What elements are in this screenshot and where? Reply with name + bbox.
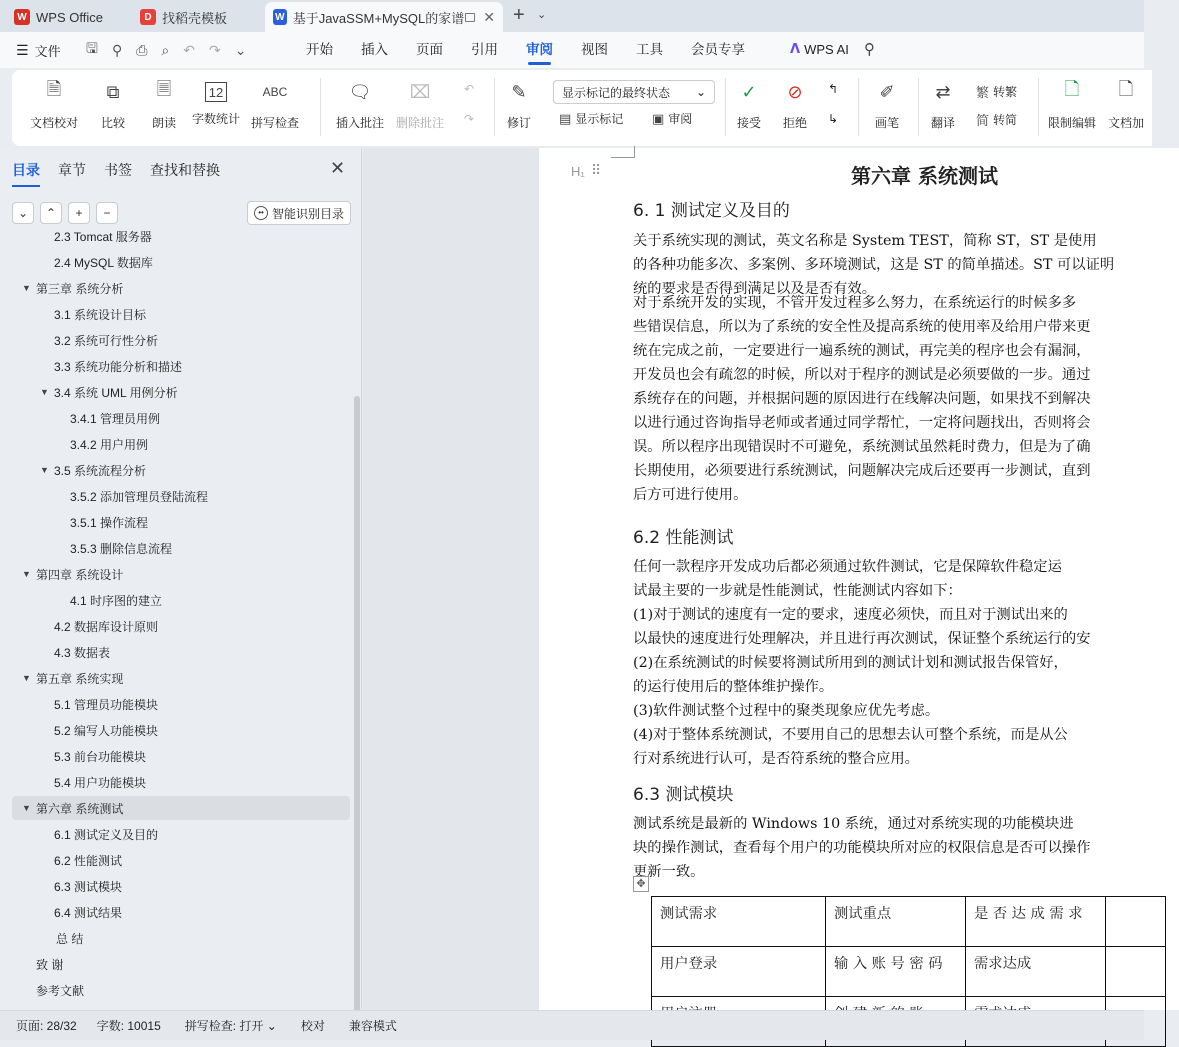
- read-aloud-label: 朗读: [151, 116, 176, 130]
- toc-item[interactable]: [12, 328, 350, 352]
- paragraph-line: 以进行通过咨询指导老师或者通过同学帮忙，一定将问题找出，否则将会: [633, 415, 1091, 431]
- docer-logo-icon: D: [140, 9, 156, 25]
- ribbon-divider: [494, 78, 495, 136]
- paragraph-line: 统在完成之前，一定要进行一遍系统的测试，再完美的程序也会有漏洞，: [633, 343, 1091, 359]
- pen-button[interactable]: [874, 78, 900, 131]
- caret-down-icon[interactable]: ▼: [22, 569, 31, 579]
- next-comment-icon[interactable]: ↷: [464, 112, 475, 126]
- menu-bar: [0, 32, 1144, 68]
- spell-check-button[interactable]: [251, 78, 299, 131]
- table-cell[interactable]: 是 否 达 成 需 求: [966, 897, 1106, 947]
- to-traditional-button[interactable]: [976, 82, 1017, 101]
- toc-item-label: 3.5.1 操作流程: [70, 515, 149, 530]
- toc-item[interactable]: [12, 380, 350, 404]
- caret-down-icon[interactable]: ▼: [22, 673, 31, 683]
- toc-item[interactable]: [12, 484, 350, 508]
- nav-tab-chapters[interactable]: 章节: [58, 162, 86, 178]
- nav-tabs: [12, 160, 220, 180]
- tab-tools[interactable]: 工具: [636, 42, 663, 57]
- pen-label: 画笔: [874, 116, 899, 130]
- compare-icon: ⧉: [106, 81, 120, 102]
- pen-icon: ✐: [879, 81, 895, 102]
- table-row: [652, 897, 1166, 947]
- file-menu-label: 文件: [34, 43, 61, 59]
- toc-item-label: 3.2 系统可行性分析: [54, 333, 159, 348]
- robot-icon: ••: [254, 206, 268, 220]
- restrict-edit-button[interactable]: [1048, 78, 1096, 131]
- lock-document-icon: 🗋: [1064, 79, 1080, 99]
- toc-item[interactable]: [12, 926, 350, 950]
- translate-button[interactable]: [930, 78, 956, 131]
- paragraph-line: 关于系统实现的测试，英文名称是 System TEST，简称 ST，ST 是使用: [633, 233, 1097, 249]
- heading-6-2: 6.2 性能测试: [633, 528, 734, 548]
- wps-ai-icon: ᐱ: [790, 41, 801, 56]
- toc-item-label: 5.4 用户功能模块: [54, 775, 147, 790]
- print-icon[interactable]: ⎙: [136, 41, 148, 58]
- toc-item[interactable]: [12, 588, 350, 612]
- prev-change-icon[interactable]: ↰: [828, 82, 839, 96]
- table-row: [652, 947, 1166, 997]
- close-icon[interactable]: ✕: [330, 158, 346, 178]
- tab-document[interactable]: [265, 2, 503, 32]
- reject-label: 拒绝: [782, 116, 807, 130]
- status-bar: [0, 1010, 1144, 1040]
- hamburger-icon: ☰: [16, 41, 29, 58]
- toc-item[interactable]: [12, 354, 350, 378]
- toc-item[interactable]: [12, 718, 350, 742]
- show-marks-icon: ▤: [559, 110, 572, 126]
- toc-item-label: 3.4 系统 UML 用例分析: [54, 385, 178, 400]
- toc-item[interactable]: [12, 796, 350, 820]
- toc-item[interactable]: [12, 874, 350, 898]
- word-count[interactable]: 字数: 10015: [96, 1019, 161, 1033]
- paragraph-line: 后方可进行使用。: [633, 487, 748, 503]
- add-icon[interactable]: +: [68, 202, 90, 224]
- wps-ai-button[interactable]: [790, 41, 849, 57]
- toc-item-label: 3.5 系统流程分析: [54, 463, 147, 478]
- paragraph-line: 开发员也会有疏忽的时候，所以对于程序的测试是必须要做的一步。通过: [633, 367, 1091, 383]
- toc-item[interactable]: [12, 250, 350, 274]
- paragraph-line: 试最主要的一步就是性能测试，性能测试内容如下：: [633, 583, 962, 599]
- toc-item[interactable]: [12, 952, 350, 976]
- next-change-icon[interactable]: ↳: [828, 112, 839, 126]
- toc-item[interactable]: [12, 432, 350, 456]
- toc-item[interactable]: [12, 562, 350, 586]
- toc-item[interactable]: [12, 640, 350, 664]
- toc-item-label: 3.5.3 删除信息流程: [70, 541, 173, 556]
- writer-logo-icon: W: [273, 9, 287, 25]
- ribbon-tabs: [306, 32, 773, 68]
- chapter-title: 第六章 系统测试: [851, 164, 998, 188]
- wps-logo-icon: W: [14, 9, 30, 25]
- screen-icon[interactable]: [465, 13, 476, 22]
- toc-item-label: 6.4 测试结果: [54, 905, 123, 920]
- review-pane-icon: ▣: [652, 110, 665, 126]
- page-count[interactable]: 页面: 28/32: [16, 1019, 77, 1033]
- chevron-down-icon: ⌄: [695, 85, 706, 99]
- simplified-icon: 简: [976, 113, 990, 128]
- paragraph-line: 以最快的速度进行处理解决，并且进行再次测试，保证整个系统运行的安: [633, 631, 1091, 647]
- toc-item[interactable]: [12, 848, 350, 872]
- toc-item-label: 3.1 系统设计目标: [54, 307, 147, 322]
- table-cell[interactable]: [1106, 897, 1166, 947]
- wps-ai-label: WPS AI: [804, 41, 849, 57]
- traditional-icon: 繁: [976, 85, 990, 100]
- toc-item-label: 第六章 系统测试: [36, 801, 124, 816]
- toc-item-label: 6.1 测试定义及目的: [54, 827, 159, 842]
- review-ribbon: [12, 70, 1152, 146]
- toc-item-label: 总 结: [56, 931, 84, 946]
- paragraph-line: 更新一致。: [633, 864, 705, 880]
- remove-icon[interactable]: −: [96, 202, 118, 224]
- table-cell[interactable]: [1106, 947, 1166, 997]
- undo-icon[interactable]: ↶: [183, 41, 195, 58]
- show-marks-button[interactable]: [559, 110, 623, 127]
- insert-comment-icon: 🗨: [348, 81, 372, 102]
- word-count-button[interactable]: [192, 78, 240, 127]
- toc-item-label: 5.3 前台功能模块: [54, 749, 147, 764]
- reject-button[interactable]: [782, 78, 808, 131]
- caret-down-icon[interactable]: ▼: [22, 283, 31, 293]
- toc-item-label: 6.2 性能测试: [54, 853, 123, 868]
- spell-check-status-label: 拼写检查: 打开: [184, 1019, 264, 1033]
- pin-icon[interactable]: ⚲: [111, 41, 123, 58]
- toc-item-label: 3.4.2 用户用例: [70, 437, 149, 452]
- search-icon[interactable]: ⚲: [864, 41, 875, 58]
- toc-item-label: 3.5.2 添加管理员登陆流程: [70, 489, 209, 504]
- toc-item-label: 4.1 时序图的建立: [70, 593, 163, 608]
- document-page[interactable]: [539, 148, 1179, 1010]
- toc-item[interactable]: [12, 510, 350, 534]
- table-cell[interactable]: 输 入 账 号 密 码: [826, 947, 966, 997]
- collapse-down-icon[interactable]: ⌄: [12, 202, 34, 224]
- toc-item-label: 2.3 Tomcat 服务器: [54, 229, 152, 244]
- move-table-icon[interactable]: ✥: [633, 876, 649, 892]
- table-cell[interactable]: 用户登录: [652, 947, 826, 997]
- nav-tab-toc[interactable]: 目录: [12, 162, 40, 178]
- revise-label: 修订: [506, 116, 531, 130]
- toc-item[interactable]: [12, 822, 350, 846]
- read-aloud-button[interactable]: [151, 78, 177, 131]
- paragraph-line: (2)在系统测试的时候要将测试所用到的测试计划和测试报告保管好，: [633, 655, 1068, 671]
- smart-toc-button[interactable]: [247, 201, 351, 225]
- spell-check-icon: ABC: [262, 85, 288, 99]
- spell-check-label: 拼写检查: [251, 116, 300, 130]
- expand-up-icon[interactable]: ⌃: [40, 202, 62, 224]
- smart-toc-label: 智能识别目录: [272, 206, 345, 221]
- review-pane-button[interactable]: [652, 110, 692, 127]
- new-tab-plus-icon[interactable]: +: [513, 4, 525, 26]
- paragraph-line: 些错误信息，所以为了系统的安全性及提高系统的使用率及给用户带来更: [633, 319, 1091, 335]
- tab-page[interactable]: 页面: [416, 42, 443, 57]
- display-mode-select[interactable]: [553, 80, 715, 104]
- toc-item-label: 5.1 管理员功能模块: [54, 697, 159, 712]
- tab-wps-office[interactable]: [6, 2, 124, 32]
- tab-view[interactable]: 视图: [581, 42, 608, 57]
- toc-item-label: 3.4.1 管理员用例: [70, 411, 161, 426]
- toc-item[interactable]: [12, 458, 350, 482]
- show-marks-label: 显示标记: [575, 112, 624, 126]
- word-count-icon: 12: [205, 82, 227, 102]
- to-traditional-label: 转繁: [993, 85, 1018, 99]
- compare-label: 比较: [100, 116, 125, 130]
- toc-item[interactable]: [12, 770, 350, 794]
- tab-insert[interactable]: 插入: [361, 42, 388, 57]
- caret-down-icon[interactable]: ▼: [40, 465, 49, 475]
- window-tab-bar: [0, 0, 1144, 32]
- proofread-button[interactable]: [30, 78, 78, 131]
- toc-item-label: 6.3 测试模块: [54, 879, 123, 894]
- toc-item-label: 2.4 MySQL 数据库: [54, 255, 153, 270]
- paragraph-line: (4)对于整体系统测试，不要用自己的思想去认可整个系统，而是从公: [633, 727, 1068, 743]
- toc-item-label: 第四章 系统设计: [36, 567, 124, 582]
- tab-start[interactable]: 开始: [306, 42, 333, 57]
- document-icon: 🗋: [1118, 79, 1134, 99]
- accept-button[interactable]: [736, 78, 762, 131]
- review-pane-label: 审阅: [668, 112, 693, 126]
- paragraph-line: 的运行使用后的整体维护操作。: [633, 679, 834, 695]
- paragraph-line: 任何一款程序开发成功后都必须通过软件测试，它是保障软件稳定运: [633, 559, 1062, 575]
- ribbon-divider: [320, 78, 321, 136]
- paragraph-line: 系统存在的问题，并根据问题的原因进行在线解决问题，如果找不到解决: [633, 391, 1091, 407]
- toc-item[interactable]: [12, 406, 350, 430]
- table-cell[interactable]: 测试重点: [826, 897, 966, 947]
- reject-icon: ⊘: [787, 81, 803, 102]
- translate-icon: ⇄: [935, 81, 951, 102]
- heading-6-1: 6. 1 测试定义及目的: [633, 201, 790, 221]
- paragraph-line: (3)软件测试整个过程中的聚类现象应优先考虑。: [633, 703, 940, 719]
- chevron-down-icon[interactable]: ⌄: [234, 41, 247, 58]
- caret-down-icon[interactable]: ▼: [40, 387, 49, 397]
- paragraph-line: 长期使用，必须要进行系统测试，问题解决完成后还要再一步测试，直到: [633, 463, 1091, 479]
- toc-item-label: 5.2 编写人功能模块: [54, 723, 159, 738]
- toc-item[interactable]: [12, 614, 350, 638]
- chevron-down-icon[interactable]: ⌄: [537, 9, 547, 21]
- insert-comment-label: 插入批注: [336, 116, 385, 130]
- paragraph-line: 测试系统是最新的 Windows 10 系统，通过对系统实现的功能模块进: [633, 816, 1074, 832]
- to-simplified-button[interactable]: [976, 110, 1017, 129]
- toc-item[interactable]: [12, 666, 350, 690]
- quick-access-toolbar: [86, 38, 246, 62]
- ribbon-divider: [725, 78, 726, 136]
- proof-status[interactable]: 校对: [300, 1019, 325, 1033]
- toc-item[interactable]: [12, 276, 350, 300]
- tab-label: 基于JavaSSM+MySQL的家谱: [292, 10, 465, 26]
- tab-label: 找稻壳模板: [162, 10, 228, 26]
- delete-comment-button[interactable]: [396, 78, 444, 131]
- tab-member[interactable]: 会员专享: [691, 42, 745, 57]
- toc-item-label: 参考文献: [36, 983, 85, 998]
- accept-icon: ✓: [741, 81, 757, 102]
- heading-6-3: 6.3 测试模块: [633, 785, 734, 805]
- paragraph-line: 统的要求是否得到满足以及是否有效。: [633, 281, 877, 297]
- compare-button[interactable]: [100, 78, 126, 131]
- compat-mode: 兼容模式: [348, 1019, 397, 1033]
- proofread-label: 文档校对: [30, 116, 79, 130]
- drag-handle-icon[interactable]: ⠿: [591, 162, 602, 178]
- toc-list: [12, 229, 352, 1010]
- table-cell[interactable]: 需求达成: [966, 947, 1106, 997]
- ribbon-divider: [858, 78, 859, 136]
- paragraph-line: 的各种功能多次、多案例、多环境测试，这是 ST 的简单描述。ST 可以证明: [633, 257, 1115, 273]
- save-icon[interactable]: 🖫: [86, 40, 98, 56]
- translate-label: 翻译: [930, 116, 955, 130]
- navigation-pane: [0, 148, 362, 1010]
- toc-item[interactable]: [12, 536, 350, 560]
- nav-scrollbar[interactable]: [354, 396, 360, 1016]
- paragraph-line: (1)对于测试的速度有一定的要求，速度必须快，而且对于测试出来的: [633, 607, 1068, 623]
- toc-item[interactable]: [12, 224, 350, 248]
- delete-comment-icon: ⌧: [409, 81, 431, 102]
- toc-item-label: 致 谢: [36, 957, 64, 972]
- tab-review[interactable]: 审阅: [526, 32, 553, 68]
- toc-item-label: 第三章 系统分析: [36, 281, 124, 296]
- paragraph-line: 行对系统进行认可，是否符系统的整合应用。: [633, 751, 919, 767]
- caret-down-icon[interactable]: ▼: [22, 803, 31, 813]
- revise-button[interactable]: [506, 78, 532, 131]
- toc-item[interactable]: [12, 744, 350, 768]
- toc-item-label: 3.3 系统功能分析和描述: [54, 359, 183, 374]
- doc-add-label: 文档加: [1108, 116, 1145, 130]
- nav-tab-find-replace[interactable]: 查找和替换: [150, 162, 220, 178]
- word-count-label: 字数统计: [192, 112, 241, 126]
- paragraph-line: 块的操作测试，查看每个用户的功能模块所对应的权限信息是否可以操作: [633, 840, 1091, 856]
- paragraph-line: 误。所以程序出现错误时不可避免，系统测试虽然耗时费力，但是为了确: [633, 439, 1091, 455]
- restrict-edit-label: 限制编辑: [1048, 116, 1097, 130]
- toc-item[interactable]: [12, 302, 350, 326]
- toc-item-label: 4.2 数据库设计原则: [54, 619, 159, 634]
- chevron-down-icon: ⌄: [266, 1019, 277, 1033]
- toc-item[interactable]: [12, 692, 350, 716]
- nav-tab-bookmarks[interactable]: 书签: [104, 162, 132, 178]
- print-preview-icon[interactable]: ⌕: [161, 41, 170, 58]
- insert-comment-button[interactable]: [336, 78, 384, 131]
- table-cell[interactable]: 测试需求: [652, 897, 826, 947]
- toc-item-label: 第五章 系统实现: [36, 671, 124, 686]
- close-icon[interactable]: ✕: [483, 8, 495, 25]
- doc-add-button[interactable]: [1108, 78, 1144, 131]
- tab-template[interactable]: [132, 2, 260, 32]
- toc-item[interactable]: [12, 978, 350, 1002]
- redo-icon[interactable]: ↷: [208, 41, 221, 58]
- to-simplified-label: 转简: [993, 113, 1018, 127]
- toc-item-label: 4.3 数据表: [54, 645, 111, 660]
- toc-controls: [12, 202, 118, 224]
- file-menu[interactable]: [0, 41, 76, 60]
- revise-icon: ✎: [511, 81, 527, 102]
- accept-label: 接受: [736, 116, 761, 130]
- prev-comment-icon[interactable]: ↶: [464, 82, 475, 96]
- delete-comment-label: 删除批注: [396, 116, 445, 130]
- ribbon-divider: [918, 78, 919, 136]
- proofread-icon: 🗎: [46, 79, 62, 99]
- document-area: [363, 148, 1144, 1010]
- display-mode-value: 显示标记的最终状态: [562, 85, 671, 100]
- heading-marker-icon[interactable]: H₁: [571, 164, 585, 179]
- toc-item[interactable]: [12, 900, 350, 924]
- tab-reference[interactable]: 引用: [471, 42, 498, 57]
- paragraph-line: 对于系统开发的实现，不管开发过程多么努力，在系统运行的时候多多: [633, 295, 1077, 311]
- spell-check-status[interactable]: [185, 1017, 277, 1034]
- tab-label: WPS Office: [36, 9, 103, 25]
- page-corner-mark: [611, 146, 635, 158]
- ribbon-divider: [1038, 78, 1039, 136]
- read-aloud-icon: 🗏: [156, 79, 172, 99]
